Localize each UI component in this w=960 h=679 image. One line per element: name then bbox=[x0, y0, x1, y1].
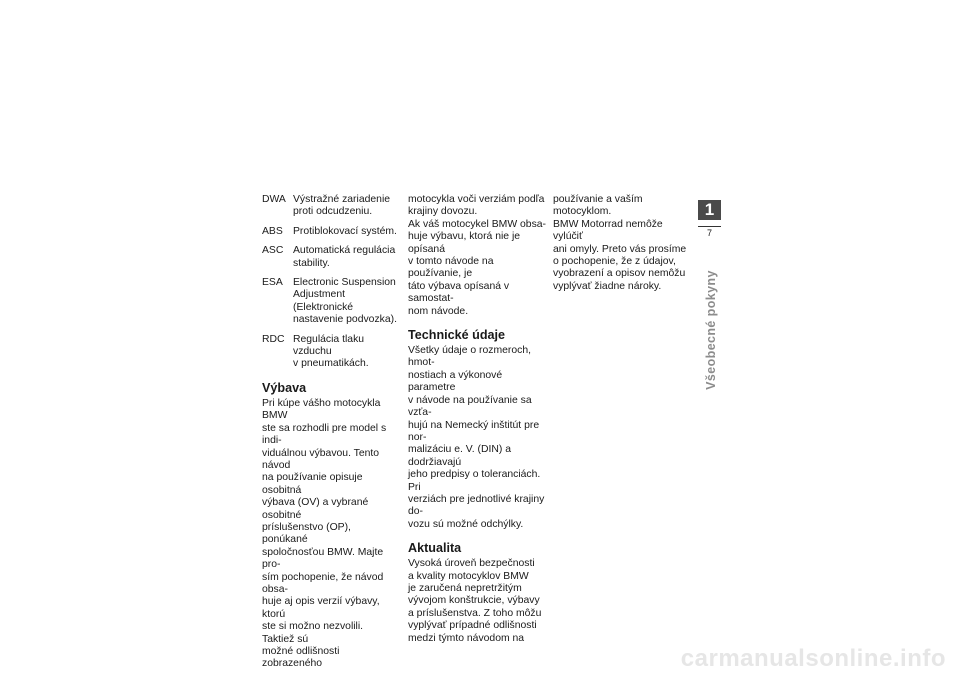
abbr-value: Automatická regulácia stability. bbox=[293, 245, 396, 269]
left-column bbox=[262, 194, 398, 671]
abbr-value: Výstražné zariadenie proti odcudzeniu. bbox=[293, 194, 391, 218]
watermark: carmanualsonline.info bbox=[680, 645, 946, 672]
abbr-rdc bbox=[262, 334, 398, 371]
section-heading-aktualita: Aktualita bbox=[408, 541, 462, 556]
abbr-dwa bbox=[262, 194, 398, 219]
page-number: 7 bbox=[706, 228, 712, 238]
section-text-technicke-udaje: Všetky údaje o rozmeroch, hmot- nostiach a výkonové parametre v návode na používanie sa vzťa- hujú na Nemecký inštitút pre nor- malizáciu e. V. (DIN) a dodržiavajú jeho predpisy o toleranciách. Pri verziách pre jednotlivé krajiny do- vozu sú možné odchýlky. bbox=[408, 345, 545, 530]
abbr-key: RDC bbox=[262, 333, 285, 345]
section-text-aktualita: Vysoká úroveň bezpečnosti a kvality motocyklov BMW je zaručená nepretržitým vývojom konštrukcie, výbavy a príslušenstva. Z toho môžu vyplývať prípadné odlišnosti medzi týmto návodom na bbox=[408, 558, 542, 644]
section-text-vybava: Pri kúpe vášho motocykla BMW ste sa rozhodli pre model s indi- viduálnou výbavou. Tento návod na používanie opisuje osobitná výbava (OV) a vybrané osobitné príslušenstvo (OP), ponúkané spoločnosťou BMW. Majte pro- sím pochopenie, že návod obsa- huje aj opis verzií výbavy, ktorú ste si možno nezvolili. Taktiež sú možné odlišnosti zobrazeného bbox=[262, 397, 387, 670]
chapter-number-badge: 1 bbox=[698, 200, 721, 220]
abbr-esa bbox=[262, 277, 398, 327]
abbr-value: Regulácia tlaku vzduchu v pneumatikách. bbox=[293, 333, 369, 370]
abbr-key: ESA bbox=[262, 277, 283, 289]
chapter-side-title: Všeobecné pokyny bbox=[704, 270, 718, 390]
abbr-value: Electronic Suspension Adjustment (Elektronické nastavenie podvozka). bbox=[293, 277, 397, 326]
abbr-key: ABS bbox=[262, 225, 283, 237]
section-heading-technicke-udaje: Technické údaje bbox=[408, 328, 506, 343]
middle-column bbox=[408, 194, 546, 645]
chapter-divider bbox=[698, 226, 721, 227]
abbr-abs bbox=[262, 226, 398, 238]
abbr-key: ASC bbox=[262, 245, 284, 257]
continued-text: motocykla voči verziám podľa krajiny dovozu. Ak váš motocykel BMW obsa- huje výbavu, ktorá nie je opísaná v tomto návode na používanie, je táto výbava opísaná v samostat- nom návode. bbox=[408, 194, 547, 317]
abbr-key: DWA bbox=[262, 194, 286, 205]
abbr-value: Protiblokovací systém. bbox=[293, 225, 397, 237]
continued-text: používanie a vaším motocyklom. BMW Motorrad nemôže vylúčiť ani omyly. Preto vás prosíme o pochopenie, že z údajov, vyobrazení a opisov nemôžu vyplývať žiadne nároky. bbox=[553, 194, 687, 292]
right-column bbox=[553, 194, 691, 293]
section-heading-vybava: Výbava bbox=[262, 380, 307, 395]
abbr-asc bbox=[262, 245, 398, 270]
